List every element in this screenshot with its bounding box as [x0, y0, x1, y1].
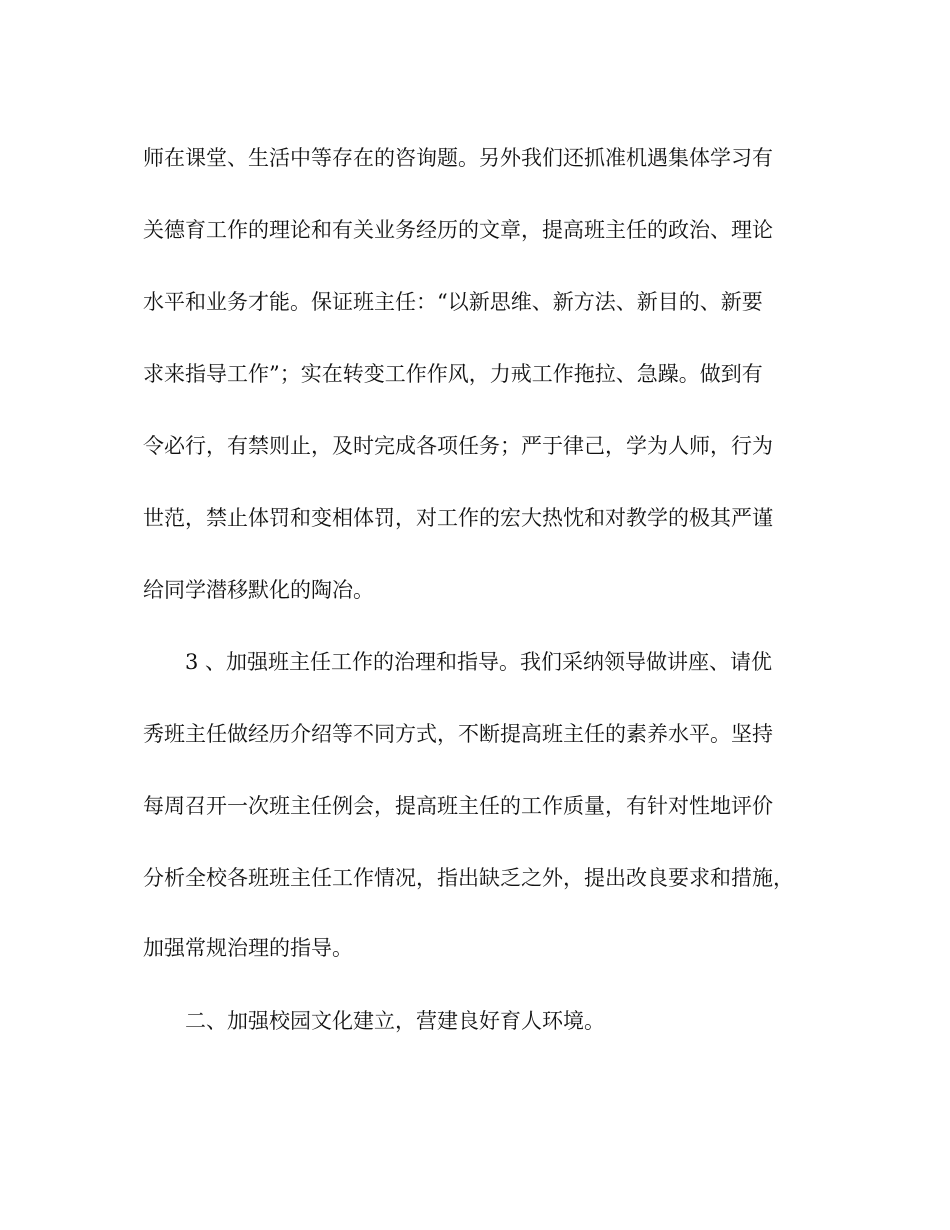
paragraph-line-11: 分析全校各班班主任工作情况，指出缺乏之外，提出改良要求和措施，	[143, 866, 794, 890]
paragraph-line-9: 秀班主任做经历介绍等不同方式，不断提高班主任的素养水平。坚持	[143, 722, 773, 746]
paragraph-line-4: 求来指导工作”；实在转变工作作风，力戒工作拖拉、急躁。做到有	[143, 362, 763, 386]
paragraph-line-5: 令必行，有禁则止，及时完成各项任务；严于律己，学为人师，行为	[143, 434, 773, 458]
paragraph-line-8: 3 、加强班主任工作的治理和指导。我们采纳领导做讲座、请优	[185, 650, 773, 674]
paragraph-line-6: 世范，禁止体罚和变相体罚，对工作的宏大热忱和对教学的极其严谨	[143, 506, 773, 530]
paragraph-line-3: 水平和业务才能。保证班主任：“以新思维、新方法、新目的、新要	[143, 290, 763, 314]
paragraph-line-10: 每周召开一次班主任例会，提高班主任的工作质量，有针对性地评价	[143, 794, 773, 818]
section-heading: 二、加强校园文化建立，营建良好育人环境。	[185, 1009, 605, 1033]
paragraph-line-1: 师在课堂、生活中等存在的咨询题。另外我们还抓准机遇集体学习有	[143, 146, 773, 170]
paragraph-line-7: 给同学潜移默化的陶冶。	[143, 578, 374, 602]
paragraph-line-2: 关德育工作的理论和有关业务经历的文章，提高班主任的政治、理论	[143, 218, 773, 242]
paragraph-line-12: 加强常规治理的指导。	[143, 936, 353, 960]
